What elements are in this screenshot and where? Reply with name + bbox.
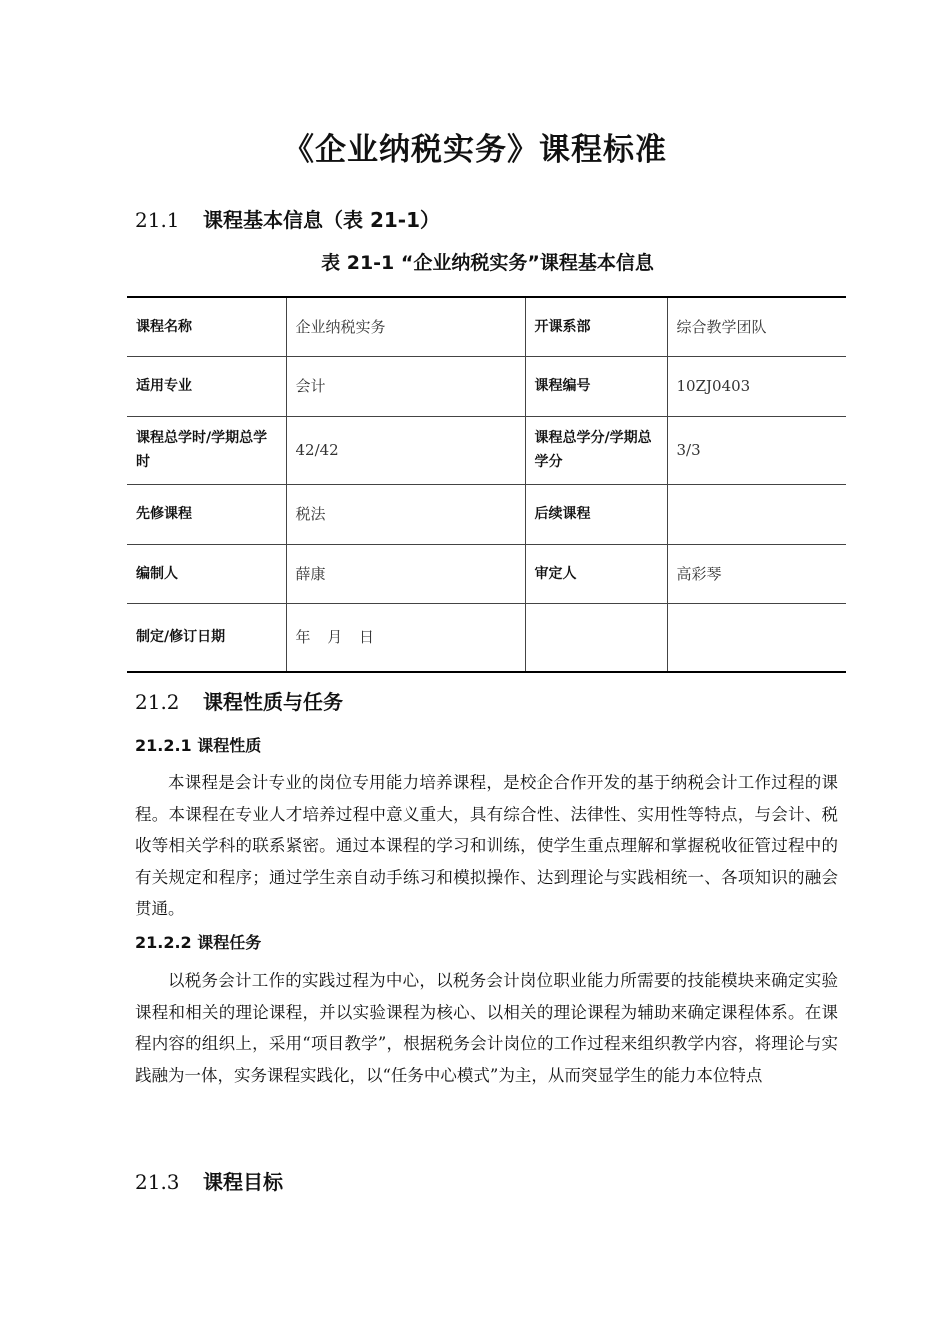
- table-value: 税法: [286, 484, 525, 544]
- table-value: 综合教学团队: [667, 297, 846, 356]
- table-value: 企业纳税实务: [286, 297, 525, 356]
- table-row: [127, 416, 846, 484]
- table-label: 编制人: [127, 544, 286, 603]
- paragraph-course-task: 以税务会计工作的实践过程为中心，以税务会计岗位职业能力所需要的技能模块来确定实验课程和相关的理论课程，并以实验课程为核心、以相关的理论课程为辅助来确定课程体系。在课程内容的组织上，采用“项目教学”，根据税务会计岗位的工作过程来组织教学内容，将理论与实践融为一体，实务课程实践化，以“任务中心模式”为主，从而突显学生的能力本位特点: [135, 971, 838, 1085]
- section-number: 21.2: [135, 690, 180, 714]
- paragraph-course-nature: 本课程是会计专业的岗位专用能力培养课程，是校企合作开发的基于纳税会计工作过程的课程。本课程在专业人才培养过程中意义重大，具有综合性、法律性、实用性等特点，与会计、税收等相关学科的联系紧密。通过本课程的学习和训练，使学生重点理解和掌握税收征管过程中的有关规定和程序；通过学生亲自动手练习和模拟操作、达到理论与实践相统一、各项知识的融会贯通。: [135, 773, 838, 918]
- table-label: 后续课程: [525, 484, 667, 544]
- table-label: 先修课程: [127, 484, 286, 544]
- document-title: 《企业纳税实务》课程标准: [283, 132, 667, 168]
- section-number: 21.1: [135, 208, 180, 232]
- table-label: [525, 603, 667, 672]
- subsection-heading-nature: 21.2.1 课程性质: [135, 736, 262, 755]
- subsection-heading-task: 21.2.2 课程任务: [135, 933, 262, 952]
- table-value: 会计: [286, 356, 525, 416]
- table-row: [127, 603, 846, 672]
- table-row: [127, 544, 846, 603]
- section-heading-21-2: [135, 686, 343, 715]
- table-row: [127, 484, 846, 544]
- table-caption: 表 21-1 “企业纳税实务”课程基本信息: [321, 252, 654, 274]
- table-row: [127, 297, 846, 356]
- table-value: [667, 603, 846, 672]
- table-label: 制定/修订日期: [127, 603, 286, 672]
- course-info-table: [127, 296, 846, 673]
- table-row: [127, 356, 846, 416]
- table-label: 课程总学分/学期总学分: [525, 416, 667, 484]
- section-heading-21-3: [135, 1166, 283, 1195]
- table-value: 高彩琴: [667, 544, 846, 603]
- table-label: 课程总学时/学期总学时: [127, 416, 286, 484]
- section-title: 课程性质与任务: [203, 690, 343, 714]
- section-number: 21.3: [135, 1170, 180, 1194]
- section-heading-21-1: [135, 204, 440, 233]
- table-value: [667, 484, 846, 544]
- table-label: 审定人: [525, 544, 667, 603]
- section-title: 课程基本信息（表 21-1）: [203, 208, 441, 232]
- table-label: 适用专业: [127, 356, 286, 416]
- table-label: 课程编号: [525, 356, 667, 416]
- table-value: 3/3: [667, 416, 846, 484]
- table-label: 开课系部: [525, 297, 667, 356]
- table-value: 10ZJ0403: [667, 356, 846, 416]
- table-value: 42/42: [286, 416, 525, 484]
- section-title: 课程目标: [203, 1170, 283, 1194]
- table-value: 年 月 日: [286, 603, 525, 672]
- table-value: 薛康: [286, 544, 525, 603]
- table-label: 课程名称: [127, 297, 286, 356]
